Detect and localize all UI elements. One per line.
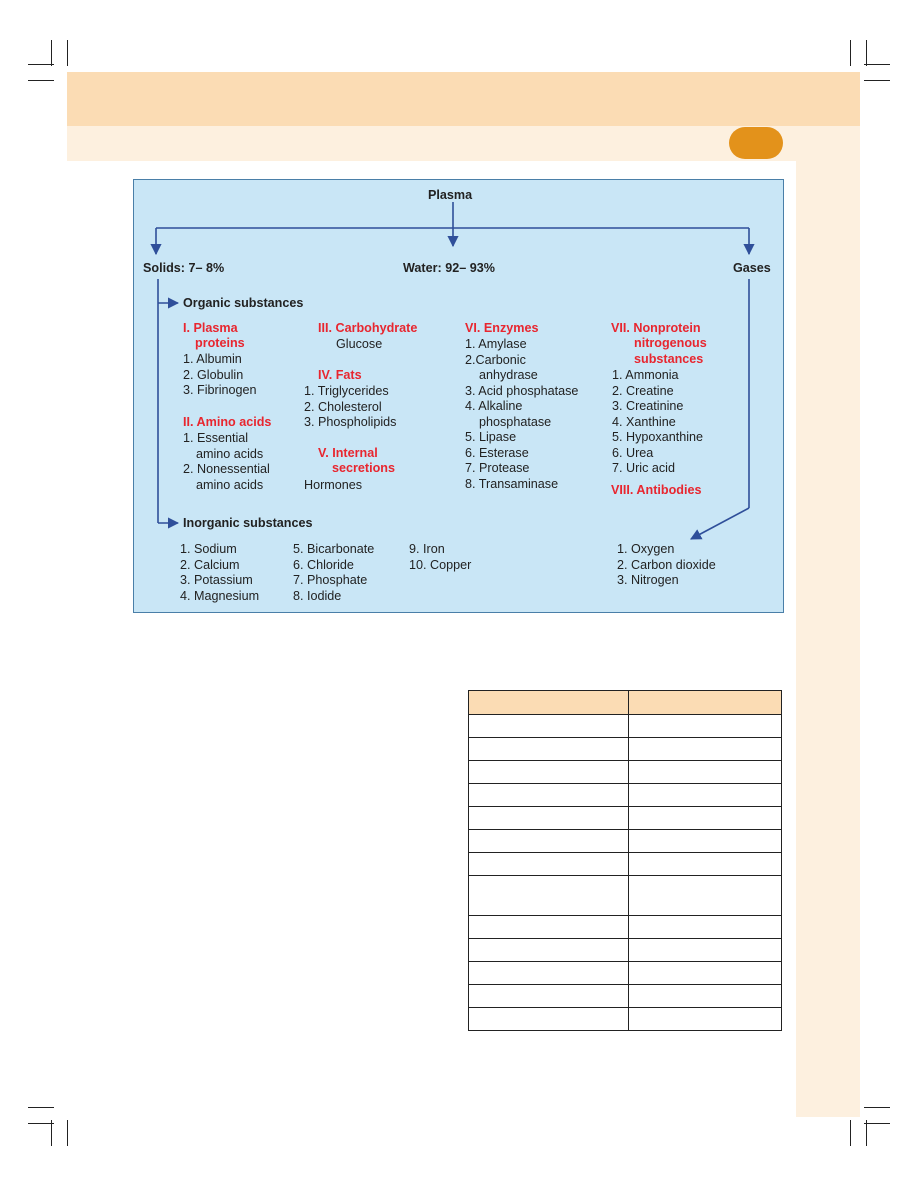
right-margin-strip xyxy=(796,161,860,1117)
organic-heading: Organic substances xyxy=(183,296,304,310)
list-item: 3. Acid phosphatase xyxy=(465,383,579,398)
nonprotein-heading-cont-1: nitrogenous xyxy=(634,336,707,350)
table-header-row xyxy=(469,691,782,715)
antibodies-heading: VIII. Antibodies xyxy=(611,483,702,497)
list-item: 2. Globulin xyxy=(183,367,244,382)
table-row xyxy=(469,738,782,761)
list-item: 2. Cholesterol xyxy=(304,399,382,414)
enzymes-list xyxy=(465,337,578,492)
internal-secretions-heading: V. Internal xyxy=(318,446,378,460)
list-item: 1. Amylase xyxy=(465,337,527,351)
list-item: phosphatase xyxy=(479,414,552,429)
list-item: 1. Ammonia xyxy=(612,368,679,382)
inorganic-list-2 xyxy=(293,542,374,604)
list-item: 4. Magnesium xyxy=(180,588,260,603)
page-number-pill xyxy=(729,127,783,159)
crop-mark-top-right-v2 xyxy=(866,40,867,66)
list-item: 8. Iodide xyxy=(293,588,342,603)
carbohydrate-item: Glucose xyxy=(336,337,383,351)
internal-secretions-heading-cont: secretions xyxy=(332,461,395,475)
table-row xyxy=(469,807,782,830)
list-item: 6. Urea xyxy=(612,445,654,460)
crop-mark-top-left-v xyxy=(51,40,52,66)
list-item: 6. Esterase xyxy=(465,445,529,460)
fats-heading: IV. Fats xyxy=(318,368,362,382)
crop-mark-top-right-v xyxy=(850,40,851,66)
crop-mark-bottom-right-h xyxy=(864,1107,890,1108)
list-item: 4. Alkaline xyxy=(465,399,523,413)
crop-mark-top-right-h2 xyxy=(864,80,890,81)
amino-acids-heading: II. Amino acids xyxy=(183,415,272,429)
solids-label: Solids: 7– 8% xyxy=(143,261,225,275)
list-item: 5. Bicarbonate xyxy=(293,542,375,556)
list-item: 5. Lipase xyxy=(465,430,517,444)
list-item: 4. Xanthine xyxy=(612,414,676,429)
enzymes-heading: VI. Enzymes xyxy=(465,321,539,335)
list-item: 2. Creatine xyxy=(612,383,674,398)
gases-list xyxy=(617,542,716,589)
list-item: amino acids xyxy=(196,477,264,492)
crop-mark-top-right-h xyxy=(864,64,890,65)
table-row xyxy=(469,1008,782,1031)
nonprotein-heading-cont-2: substances xyxy=(634,352,704,366)
table-row xyxy=(469,853,782,876)
list-item: 7. Phosphate xyxy=(293,573,368,587)
amino-acids-list xyxy=(183,431,270,493)
list-item: 3. Phospholipids xyxy=(304,415,397,429)
list-item: 2.Carbonic xyxy=(465,352,526,367)
table-row xyxy=(469,962,782,985)
data-table xyxy=(468,690,782,1031)
list-item: 7. Uric acid xyxy=(612,461,675,475)
list-item: 3. Creatinine xyxy=(612,399,684,413)
table-row xyxy=(469,916,782,939)
table-row xyxy=(469,761,782,784)
table-row xyxy=(469,939,782,962)
list-item: 2. Carbon dioxide xyxy=(617,557,716,572)
table-row xyxy=(469,985,782,1008)
inorganic-list-3 xyxy=(409,542,471,573)
plasma-proteins-heading-cont: proteins xyxy=(195,336,245,350)
list-item: 6. Chloride xyxy=(293,557,354,572)
crop-mark-bottom-right-h2 xyxy=(864,1123,890,1124)
table-row xyxy=(469,876,782,916)
list-item: 1. Oxygen xyxy=(617,542,675,556)
crop-mark-top-left-h2 xyxy=(28,80,54,81)
table-row xyxy=(469,784,782,807)
list-item: 1. Albumin xyxy=(183,352,242,366)
list-item: 1. Triglycerides xyxy=(304,384,389,398)
list-item: anhydrase xyxy=(479,368,538,382)
list-item: 8. Transaminase xyxy=(465,476,559,491)
inorganic-heading: Inorganic substances xyxy=(183,516,313,530)
list-item: 3. Potassium xyxy=(180,573,253,587)
inorganic-list-1 xyxy=(180,542,259,604)
list-item: 1. Sodium xyxy=(180,542,237,556)
list-item: 1. Essential xyxy=(183,431,249,445)
nonprotein-list xyxy=(612,368,703,477)
list-item: 5. Hypoxanthine xyxy=(612,430,704,444)
table-row xyxy=(469,830,782,853)
crop-mark-top-left-v2 xyxy=(67,40,68,66)
list-item: 3. Fibrinogen xyxy=(183,383,257,397)
plasma-title: Plasma xyxy=(428,188,473,202)
list-item: 9. Iron xyxy=(409,542,445,556)
fats-list xyxy=(304,384,396,431)
internal-secretions-item: Hormones xyxy=(304,478,363,492)
list-item: 2. Nonessential xyxy=(183,462,270,476)
list-item: 7. Protease xyxy=(465,461,530,475)
list-item: amino acids xyxy=(196,446,264,461)
nonprotein-heading: VII. Nonprotein xyxy=(611,321,701,335)
crop-mark-bottom-right-v xyxy=(850,1120,851,1146)
list-item: 10. Copper xyxy=(409,557,472,572)
table-row xyxy=(469,715,782,738)
plasma-proteins-list xyxy=(183,352,257,399)
carbohydrate-heading: III. Carbohydrate xyxy=(318,321,418,335)
crop-mark-bottom-left-v2 xyxy=(67,1120,68,1146)
crop-mark-bottom-left-v xyxy=(51,1120,52,1146)
plasma-proteins-heading: I. Plasma xyxy=(183,321,238,335)
list-item: 2. Calcium xyxy=(180,557,240,572)
crop-mark-bottom-left-h xyxy=(28,1107,54,1108)
list-item: 3. Nitrogen xyxy=(617,573,679,587)
gases-label: Gases xyxy=(733,261,771,275)
header-band xyxy=(67,72,860,126)
crop-mark-bottom-right-v2 xyxy=(866,1120,867,1146)
water-label: Water: 92– 93% xyxy=(403,261,495,275)
